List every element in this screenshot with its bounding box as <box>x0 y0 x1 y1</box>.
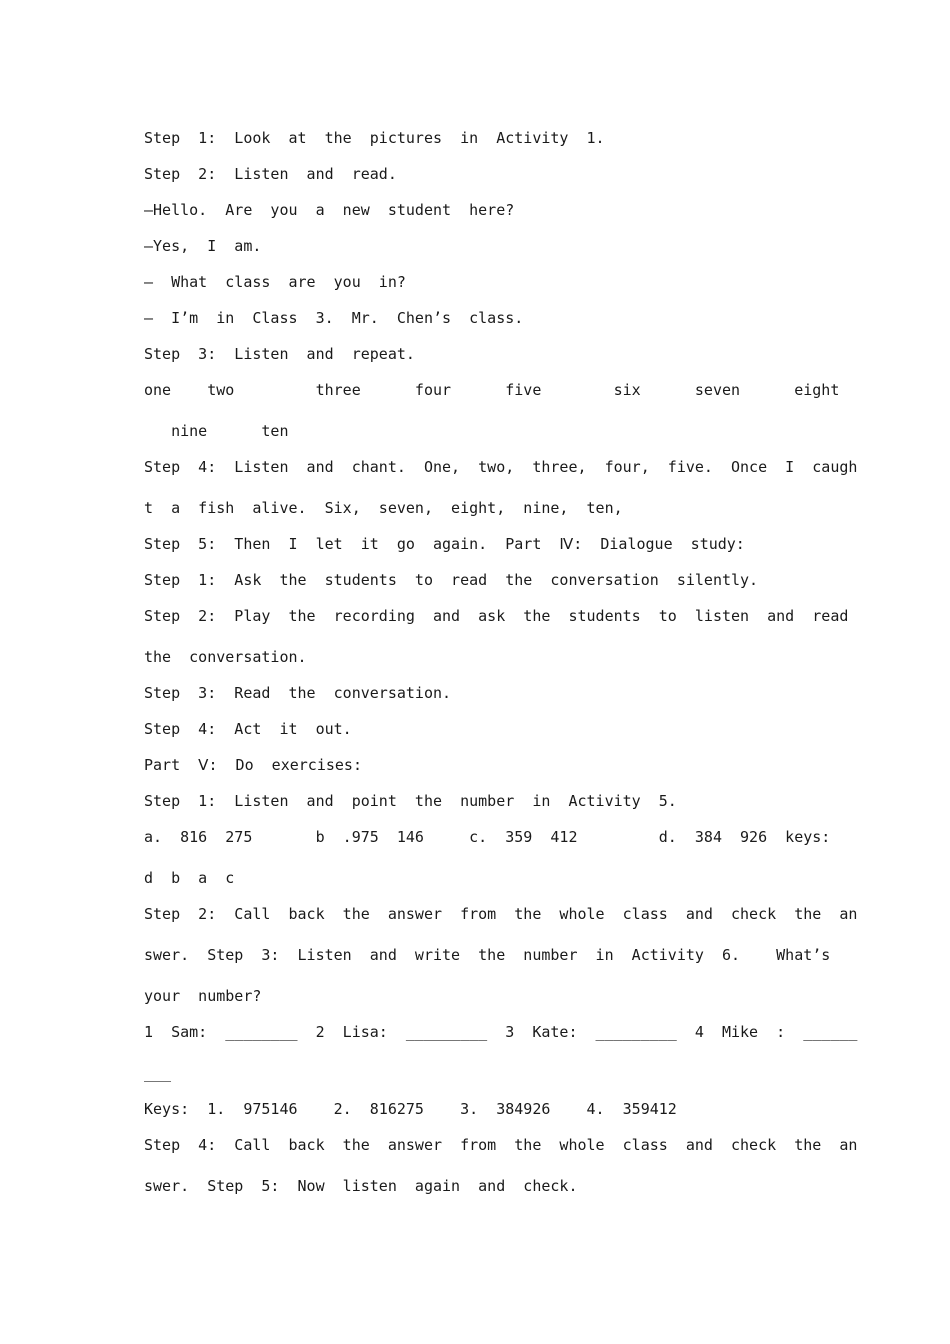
text-line: Keys: 1. 975146 2. 816275 3. 384926 4. 359412 <box>144 1100 677 1118</box>
text-line: 1 Sam: ________ 2 Lisa: _________ 3 Kate: _________ 4 Mike : ______ <box>144 1023 858 1041</box>
text-line: Step 3: Read the conversation. <box>144 684 452 702</box>
text-line: Step 1: Ask the students to read the conversation silently. <box>144 571 759 589</box>
text-line: —Yes, I am. <box>144 237 262 255</box>
text-line: nine ten <box>144 422 289 440</box>
text-line: Step 3: Listen and repeat. <box>144 345 415 363</box>
text-line: your number? <box>144 987 262 1005</box>
text-line: d b a c <box>144 869 235 887</box>
text-line: ___ <box>144 1064 172 1082</box>
text-line: swer. Step 3: Listen and write the number in Activity 6. What’s <box>144 946 831 964</box>
text-line: —Hello. Are you a new student here? <box>144 201 515 219</box>
text-line: Part Ⅴ: Do exercises: <box>144 756 362 774</box>
text-line: Step 2: Listen and read. <box>144 165 397 183</box>
text-line: swer. Step 5: Now listen again and check. <box>144 1177 578 1195</box>
text-line: Step 2: Play the recording and ask the students to listen and read <box>144 607 849 625</box>
text-line: Step 4: Act it out. <box>144 720 352 738</box>
text-line: Step 4: Listen and chant. One, two, three, four, five. Once I caugh <box>144 458 858 476</box>
text-line: the conversation. <box>144 648 307 666</box>
text-line: — I’m in Class 3. Mr. Chen’s class. <box>144 309 524 327</box>
text-line: — What class are you in? <box>144 273 406 291</box>
text-line: t a fish alive. Six, seven, eight, nine, ten, <box>144 499 623 517</box>
text-line: Step 2: Call back the answer from the whole class and check the an <box>144 905 858 923</box>
text-line: a. 816 275 b .975 146 c. 359 412 d. 384 926 keys: <box>144 828 831 846</box>
text-line: Step 4: Call back the answer from the whole class and check the an <box>144 1136 858 1154</box>
text-line: Step 5: Then I let it go again. Part Ⅳ: Dialogue study: <box>144 535 745 553</box>
text-line: Step 1: Look at the pictures in Activity 1. <box>144 129 605 147</box>
text-line: Step 1: Listen and point the number in Activity 5. <box>144 792 677 810</box>
text-line: one two three four five six seven eight <box>144 381 840 399</box>
